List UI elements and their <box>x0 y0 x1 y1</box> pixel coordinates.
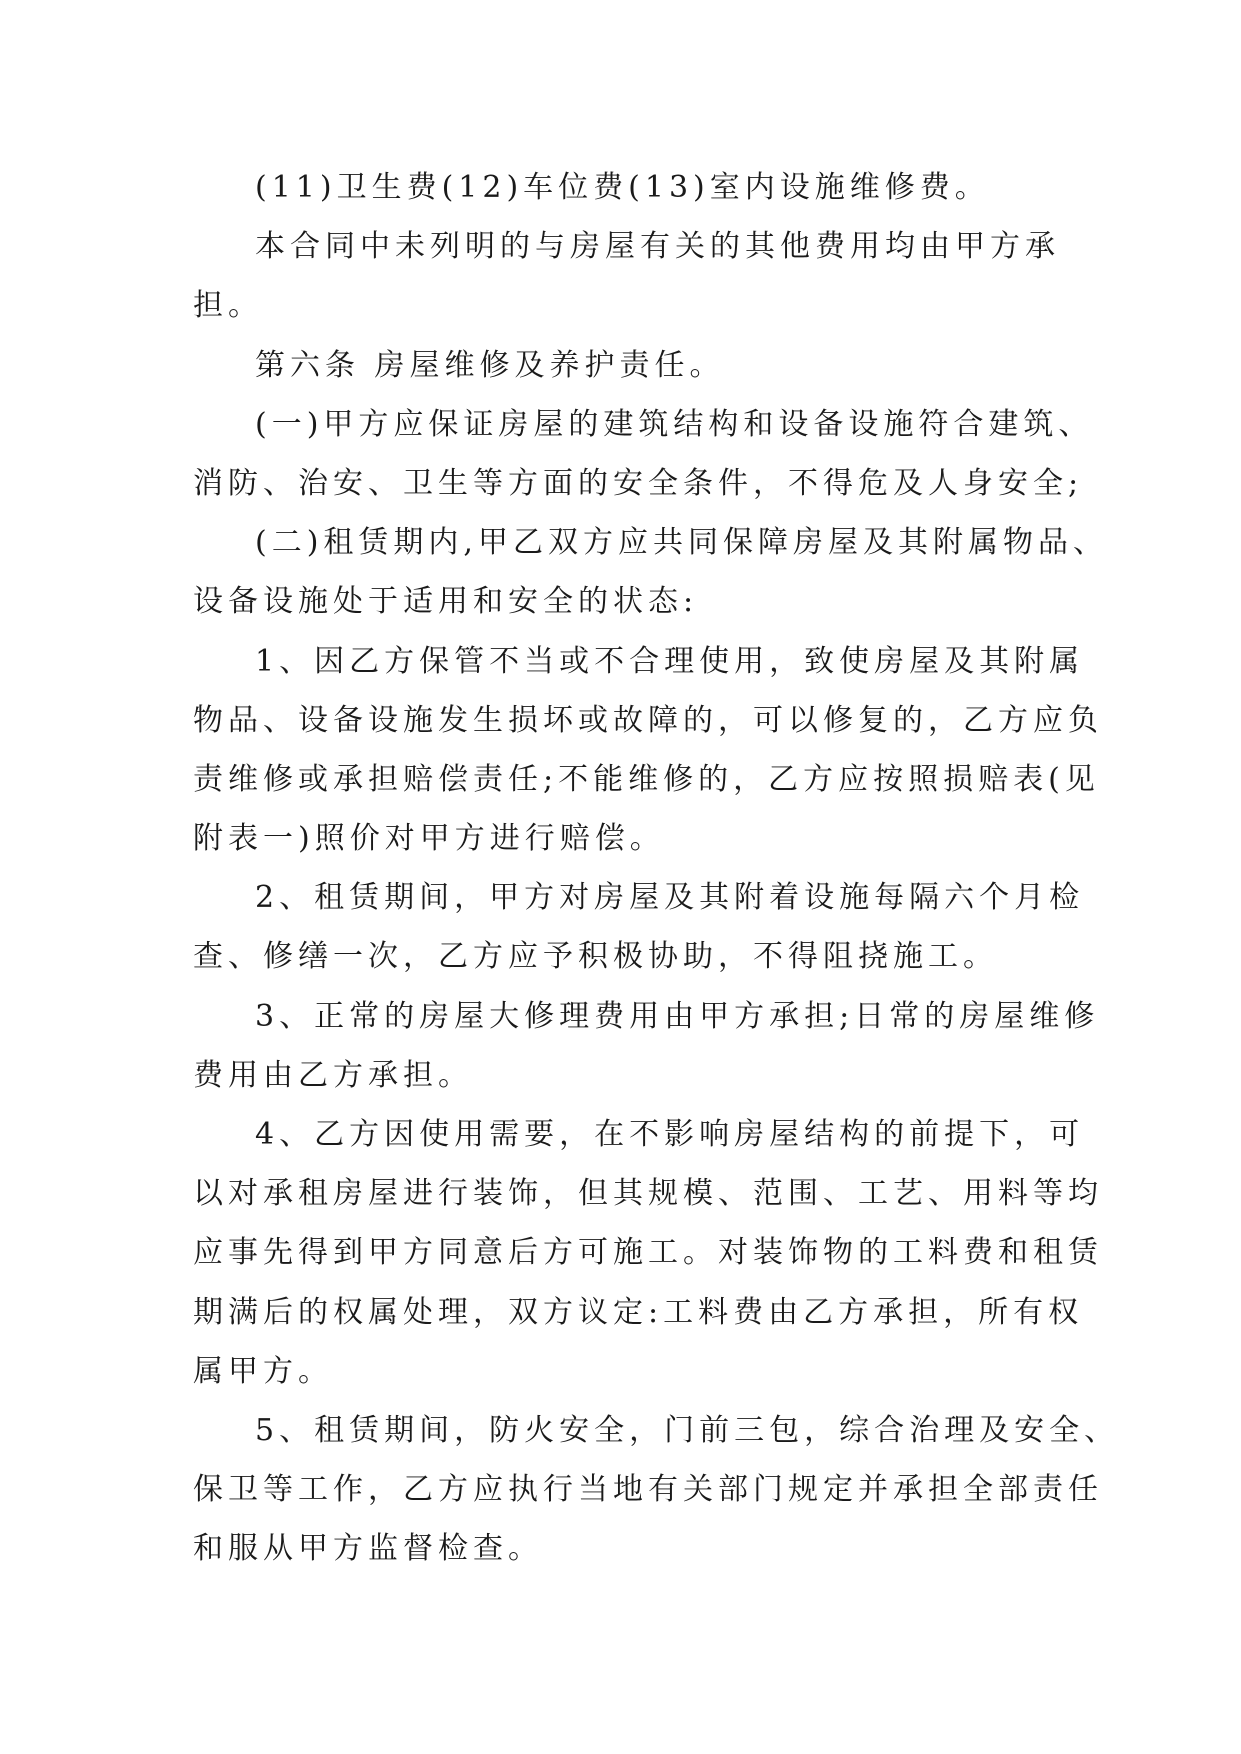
text-line: 费用由乙方承担。 <box>193 1057 473 1093</box>
text-line: 查、修缮一次，乙方应予积极协助，不得阻挠施工。 <box>193 939 998 975</box>
document-body <box>193 158 1120 1579</box>
text-line: (一)甲方应保证房屋的建筑结构和设备设施符合建筑、 <box>255 406 1094 442</box>
text-line: 物品、设备设施发生损坏或故障的，可以修复的，乙方应负 <box>193 702 1103 738</box>
text-line: 消防、治安、卫生等方面的安全条件，不得危及人身安全; <box>193 465 1084 501</box>
text-line: 设备设施处于适用和安全的状态: <box>193 584 699 620</box>
text-line: 保卫等工作，乙方应执行当地有关部门规定并承担全部责任 <box>193 1472 1103 1508</box>
section-heading: 第六条 房屋维修及养护责任。 <box>255 347 725 383</box>
text-line: (二)租赁期内,甲乙双方应共同保障房屋及其附属物品、 <box>255 525 1108 561</box>
text-line: 1、因乙方保管不当或不合理使用，致使房屋及其附属 <box>255 643 1085 679</box>
text-line: 2、租赁期间，甲方对房屋及其附着设施每隔六个月检 <box>255 880 1085 916</box>
text-line: 3、正常的房屋大修理费用由甲方承担;日常的房屋维修 <box>255 998 1100 1034</box>
text-line: (11)卫生费(12)车位费(13)室内设施维修费。 <box>255 170 990 205</box>
text-line: 附表一)照价对甲方进行赔偿。 <box>193 821 665 857</box>
text-line: 应事先得到甲方同意后方可施工。对装饰物的工料费和租赁 <box>193 1235 1103 1271</box>
text-line: 期满后的权属处理，双方议定:工料费由乙方承担，所有权 <box>193 1294 1084 1330</box>
text-line: 担。 <box>193 288 263 324</box>
text-line: 和服从甲方监督检查。 <box>193 1531 543 1567</box>
text-line: 4、乙方因使用需要，在不影响房屋结构的前提下，可 <box>255 1117 1085 1152</box>
text-line: 本合同中未列明的与房屋有关的其他费用均由甲方承 <box>255 229 1060 265</box>
text-line: 责维修或承担赔偿责任;不能维修的，乙方应按照损赔表(见 <box>193 761 1100 797</box>
text-line: 属甲方。 <box>193 1353 333 1389</box>
text-line: 以对承租房屋进行装饰，但其规模、范围、工艺、用料等均 <box>193 1176 1103 1212</box>
text-line: 5、租赁期间，防火安全，门前三包，综合治理及安全、 <box>255 1412 1120 1448</box>
